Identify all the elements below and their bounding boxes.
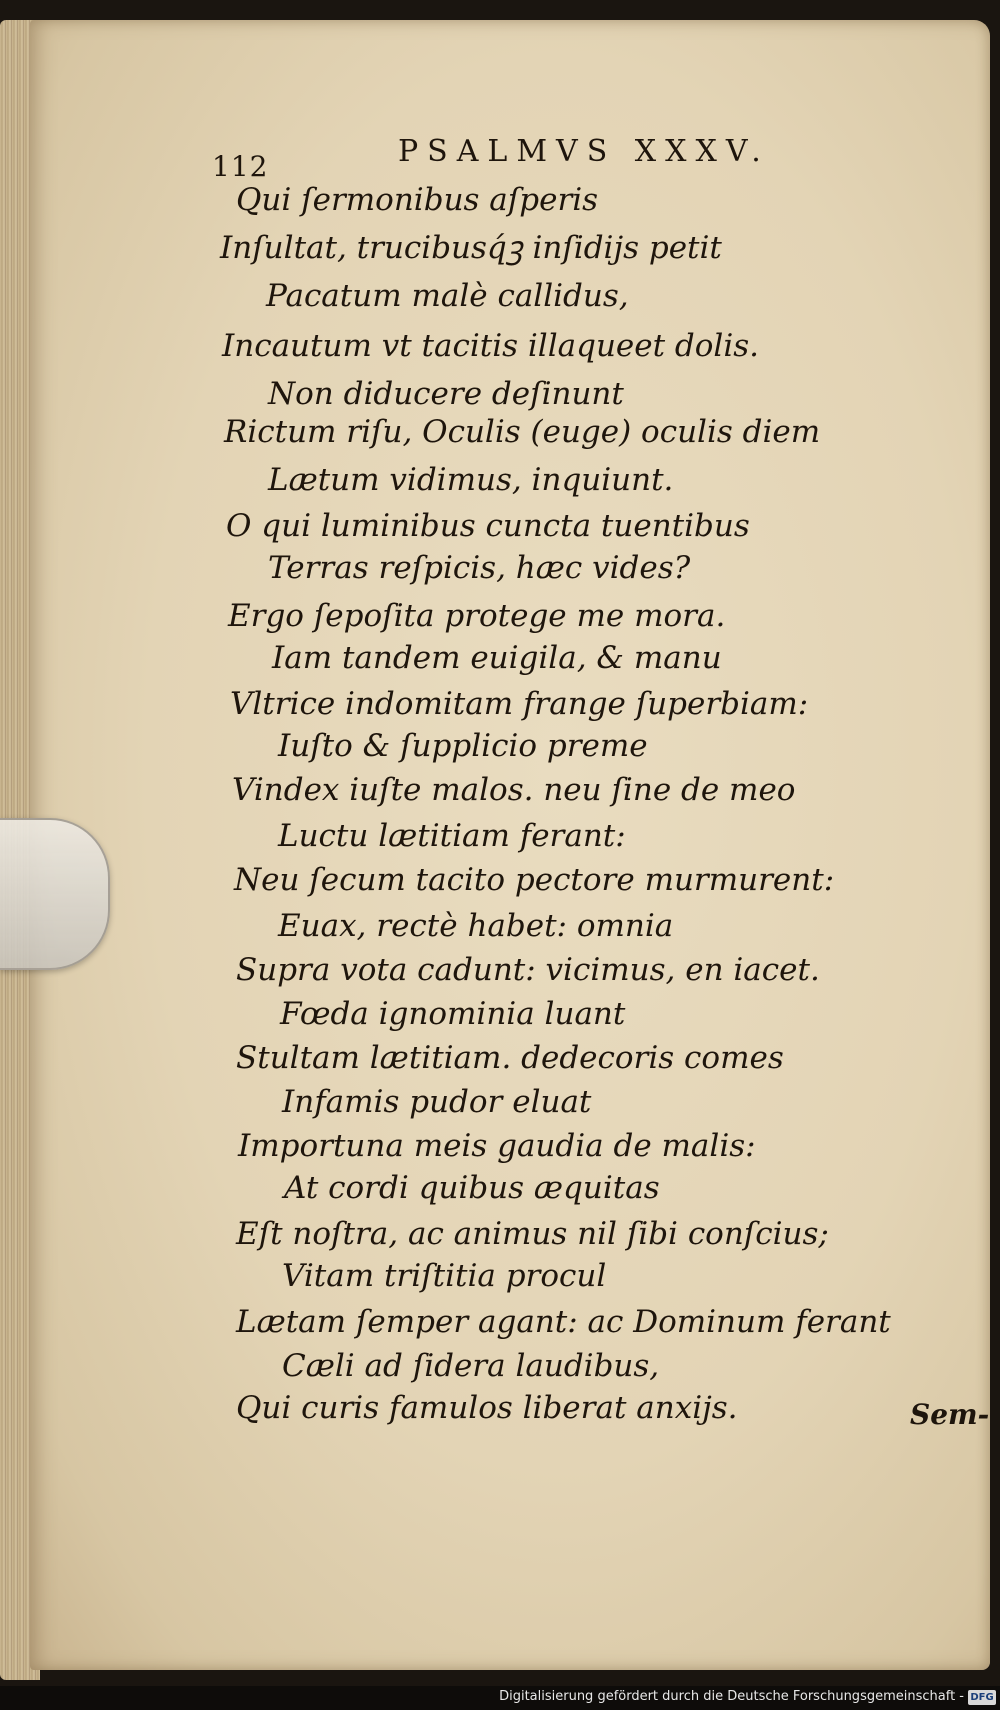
verse-line: Stultam lætitiam. dedecoris comes (236, 1040, 784, 1076)
verse-line: Eſt noſtra, ac animus nil ſibi conſcius; (236, 1216, 829, 1252)
verse-line: Vltrice indomitam frange ſuperbiam: (230, 686, 809, 722)
verse-line: Pacatum malè callidus, (266, 278, 629, 314)
verse-line: Qui ſermonibus aſperis (236, 182, 599, 218)
verse-line: Fœda ignominia luant (280, 996, 626, 1032)
catchword: Sem- (910, 1398, 990, 1431)
verse-line: Lætam ſemper agant: ac Dominum ferant (236, 1304, 891, 1340)
verse-line: Infamis pudor eluat (282, 1084, 592, 1120)
verse-line: Ergo ſepoſita protege me mora. (228, 598, 726, 634)
verse-line: Lætum vidimus, inquiunt. (268, 462, 674, 498)
verse-line: Non diducere deſinunt (268, 376, 624, 412)
verse-line: At cordi quibus æquitas (284, 1170, 660, 1206)
verse-line: Euax, rectè habet: omnia (278, 908, 674, 944)
digitization-footer (0, 1686, 1000, 1710)
verse-line: Qui curis famulos liberat anxijs. (236, 1390, 738, 1426)
verse-line: Neu ſecum tacito pectore murmurent: (234, 862, 835, 898)
verse-line: Terras reſpicis, hæc vides? (268, 550, 691, 586)
verse-line: Iam tandem euigila, & manu (272, 640, 722, 676)
verse-line: O qui luminibus cuncta tuentibus (226, 508, 750, 544)
verse-line: Vindex iuſte malos. neu ſine de meo (232, 772, 796, 808)
verse-line: Supra vota cadunt: vicimus, en iacet. (236, 952, 820, 988)
page-clip (0, 818, 110, 970)
dfg-logo: DFG (968, 1690, 996, 1705)
verse-line: Luctu lætitiam ferant: (278, 818, 626, 854)
verse-line: Cæli ad ſidera laudibus, (282, 1348, 660, 1384)
verse-line: Inſultat, trucibusq́ꝫ inſidijs petit (220, 230, 722, 266)
running-head: PSALMVS XXXV. (398, 134, 770, 169)
page-number: 112 (212, 150, 269, 183)
verse-line: Vitam triſtitia procul (282, 1258, 607, 1294)
verse-line: Rictum riſu, Oculis (euge) oculis diem (224, 414, 821, 450)
funding-credit: Digitalisierung gefördert durch die Deutsche Forschungsgemeinschaft - (499, 1689, 964, 1704)
verse-line: Iuſto & ſupplicio preme (278, 728, 648, 764)
verse-line: Importuna meis gaudia de malis: (238, 1128, 756, 1164)
verse-line: Incautum vt tacitis illaqueet dolis. (222, 328, 760, 364)
